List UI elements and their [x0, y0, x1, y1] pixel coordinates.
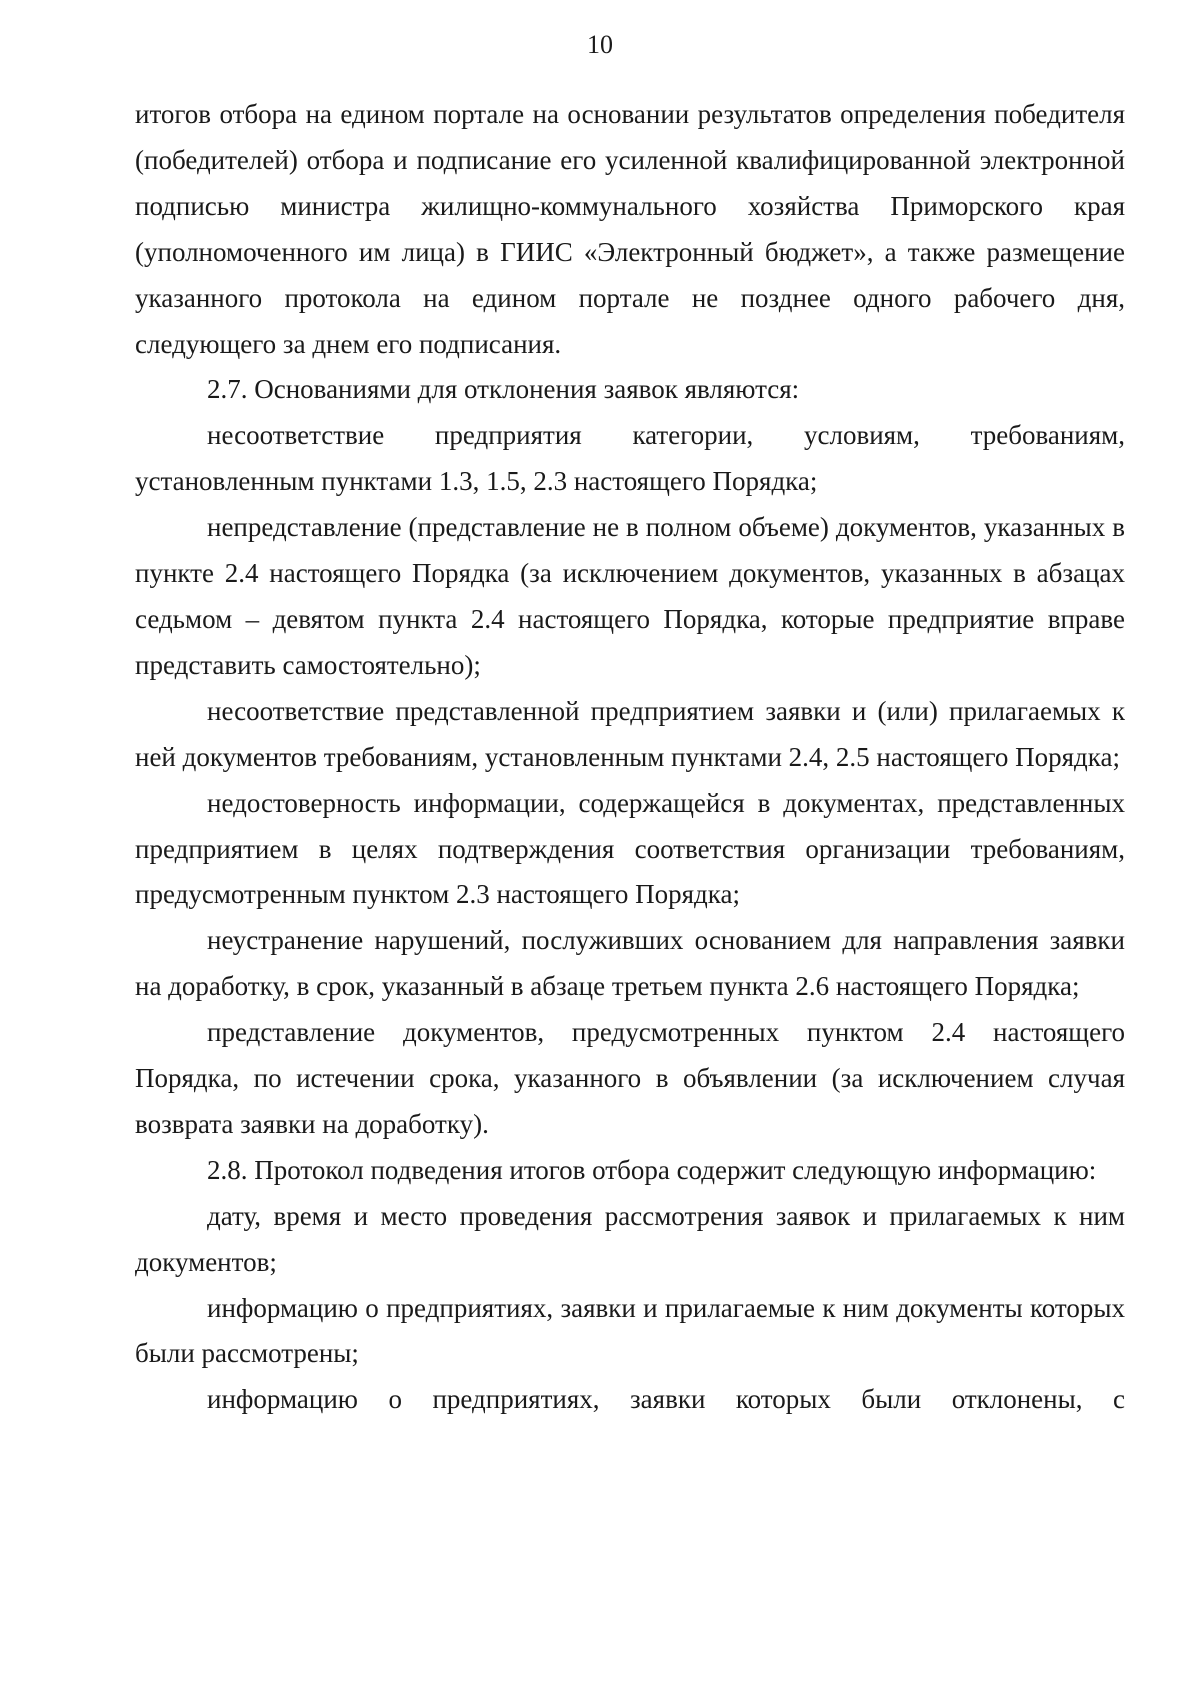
page-number: 10 — [587, 30, 613, 59]
document-body — [135, 92, 1125, 1423]
paragraph-reject-late-submission: представление документов, предусмотренных пунктом 2.4 настоящего Порядка, по истечении срока, указанного в объявлении (за исключением случая возврата заявки на доработку). — [135, 1017, 1125, 1139]
paragraph-2-7-heading: 2.7. Основаниями для отклонения заявок являются: — [207, 374, 800, 405]
paragraph-reject-unfixed-violations: неустранение нарушений, послуживших основанием для направления заявки на доработку, в срок, указанный в абзаце третьем пункта 2.6 настоящего Порядка; — [135, 925, 1125, 1002]
paragraph-protocol-reviewed-enterprises: информацию о предприятиях, заявки и прилагаемые к ним документы которых были рассмотрены; — [135, 1292, 1125, 1369]
paragraph-2-8-heading: 2.8. Протокол подведения итогов отбора содержит следующую информацию: — [207, 1154, 1097, 1185]
paragraph-reject-requirements-mismatch: несоответствие представленной предприятием заявки и (или) прилагаемых к ней документов требованиям, установленным пунктами 2.4, 2.5 настоящего Порядка; — [135, 695, 1125, 772]
paragraph-reject-unreliable-info: недостоверность информации, содержащейся в документах, представленных предприятием в целях подтверждения соответствия организации требованиям, предусмотренным пунктом 2.3 настоящего Порядка; — [135, 787, 1125, 910]
paragraph-reject-nonconformity: несоответствие предприятия категории, условиям, требованиям, установленным пунктами 1.3, 1.5, 2.3 настоящего Порядка; — [135, 420, 1125, 497]
paragraph-reject-missing-documents: непредставление (представление не в полном объеме) документов, указанных в пункте 2.4 настоящего Порядка (за исключением документов, указанных в абзацах седьмом – девятом пункта 2.4 настоящего Порядка, которые предприятие вправе представить самостоятельно); — [135, 512, 1125, 680]
paragraph-protocol-date-time-place: дату, время и место проведения рассмотрения заявок и прилагаемых к ним документов; — [135, 1200, 1125, 1277]
paragraph-results-protocol-continuation: итогов отбора на едином портале на основании результатов определения победителя (победителей) отбора и подписание его усиленной квалифицированной электронной подписью министра жилищно-коммунального хозяйства Приморского края (уполномоченного им лица) в ГИИС «Электронный бюджет», а также размещение указанного протокола на едином портале не позднее одного рабочего дня, следующего за днем его подписания. — [135, 99, 1125, 359]
paragraph-protocol-rejected-enterprises: информацию о предприятиях, заявки которых были отклонены, с — [207, 1384, 1125, 1415]
